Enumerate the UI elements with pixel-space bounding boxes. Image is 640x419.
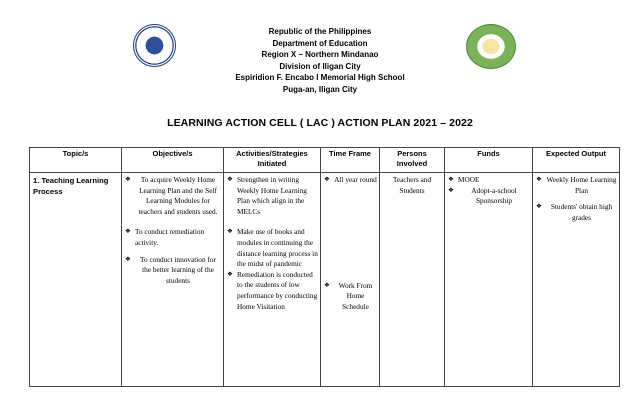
topic-cell: 1. Teaching Learning Process bbox=[30, 173, 122, 387]
table-row bbox=[30, 173, 620, 387]
list-item: ❖ Remediation is conducted to the students of low performance by conducting Home Visitation bbox=[227, 269, 318, 311]
letterhead bbox=[0, 26, 640, 95]
letterhead-line: Espiridion F. Encabo I Memorial High School bbox=[235, 73, 405, 82]
letterhead-line: Region X – Northern Mindanao bbox=[261, 50, 379, 59]
list-item: ❖ Make use of books and modules in continuing the distance learning process in the midst of pandemic bbox=[227, 227, 318, 269]
persons-cell: Teachers and Students bbox=[380, 173, 445, 387]
document-title: LEARNING ACTION CELL ( LAC ) ACTION PLAN 2021 – 2022 bbox=[167, 117, 473, 129]
diamond-bullet-icon: ❖ bbox=[227, 176, 233, 183]
expected-output-cell bbox=[533, 173, 620, 387]
activities-cell bbox=[224, 173, 321, 387]
list-item: ❖ Strengthen in writing Weekly Home Learning Plan which align in the MELCs bbox=[227, 175, 307, 216]
diamond-bullet-icon: ❖ bbox=[125, 255, 131, 263]
list-item: ❖ To conduct innovation for the better learning of the students bbox=[125, 254, 216, 285]
table-header-row bbox=[30, 148, 620, 173]
objectives-cell bbox=[122, 173, 224, 387]
diamond-bullet-icon: ❖ bbox=[324, 176, 330, 183]
column-header: Persons Involved bbox=[380, 148, 445, 173]
column-header: Expected Output bbox=[533, 148, 620, 173]
list-item: ❖ Students' obtain high grades bbox=[536, 202, 613, 222]
letterhead-line: Department of Education bbox=[272, 38, 368, 48]
diamond-bullet-icon: ❖ bbox=[125, 176, 131, 183]
list-item: ❖ MOOE bbox=[448, 175, 480, 184]
diamond-bullet-icon: ❖ bbox=[536, 203, 542, 211]
column-header: Activities/Strategies Initiated bbox=[224, 148, 321, 173]
list-item: ❖ Adopt-a-school Sponsorship bbox=[448, 185, 517, 206]
list-item: ❖ All year round bbox=[324, 175, 377, 184]
list-item: ❖ To conduct remediation activity. bbox=[125, 227, 205, 247]
list-item: ❖ Weekly Home Learning Plan bbox=[536, 175, 617, 195]
column-header: Time Frame bbox=[321, 148, 380, 173]
diamond-bullet-icon: ❖ bbox=[227, 270, 233, 278]
diamond-bullet-icon: ❖ bbox=[536, 176, 542, 183]
diamond-bullet-icon: ❖ bbox=[448, 176, 454, 183]
column-header: Topic/s bbox=[30, 148, 122, 173]
funds-cell bbox=[445, 173, 533, 387]
diamond-bullet-icon: ❖ bbox=[227, 228, 233, 236]
letterhead-line: Division of Iligan City bbox=[279, 61, 361, 71]
action-plan-table bbox=[29, 147, 620, 387]
list-item: ❖ Work From Home Schedule bbox=[324, 280, 373, 311]
letterhead-line: Republic of the Philippines bbox=[268, 27, 372, 36]
letterhead-line: Puga-an, Iligan City bbox=[282, 84, 358, 94]
time-frame-cell bbox=[321, 173, 380, 387]
diamond-bullet-icon: ❖ bbox=[125, 228, 131, 236]
list-item: ❖ To acquire Weekly Home Learning Plan and the Self Learning Modules for teachers and students used. bbox=[125, 175, 218, 216]
diamond-bullet-icon: ❖ bbox=[324, 281, 330, 289]
column-header: Objective/s bbox=[122, 148, 224, 173]
diamond-bullet-icon: ❖ bbox=[448, 186, 454, 194]
column-header: Funds bbox=[445, 148, 533, 173]
